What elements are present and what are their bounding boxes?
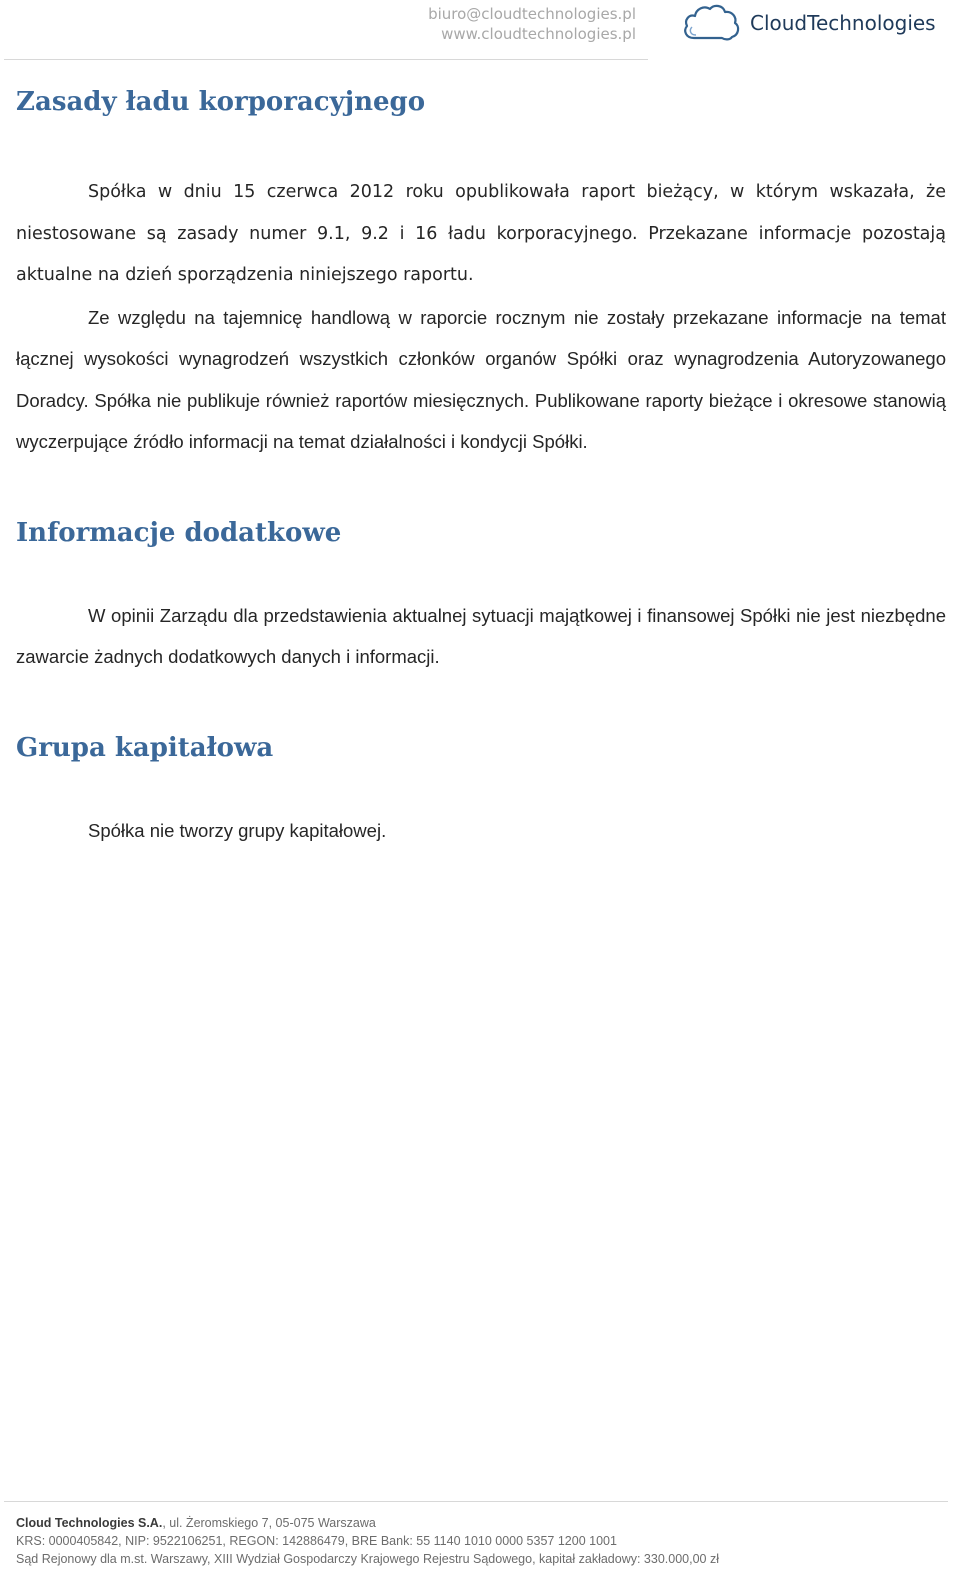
footer-line-1 [16,1514,946,1532]
logo-text: CloudTechnologies [750,11,936,35]
header-website[interactable]: www.cloudtechnologies.pl [441,25,636,43]
section-title-additional-info: Informacje dodatkowe [16,517,342,548]
paragraph-capital-group: Spółka nie tworzy grupy kapitałowej. [88,819,387,841]
cloud-icon [680,2,742,44]
footer-line-3: Sąd Rejonowy dla m.st. Warszawy, XIII Wydział Gospodarczy Krajowego Rejestru Sądowego, kapitał zakładowy: 330.000,00 zł [16,1552,719,1566]
footer [16,1514,946,1568]
header-contact [380,4,636,44]
section-title-corporate-governance: Zasady ładu korporacyjnego [16,87,426,117]
footer-line-2: KRS: 0000405842, NIP: 9522106251, REGON: 142886479, BRE Bank: 55 1140 1010 0000 5357 1200 1001 [16,1534,617,1548]
section-title-capital-group: Grupa kapitałowa [16,732,274,763]
paragraph-governance-2: Ze względu na tajemnicę handlową w raporcie rocznym nie zostały przekazane informacje na temat łącznej wysokości wynagrodzeń wszystkich członków organów Spółki oraz wynagrodzenia Autoryzowanego Doradcy. Spółka nie publikuje również raportów miesięcznych. Publikowane raporty bieżące i okresowe stanowią wyczerpujące źródło informacji na temat działalności i kondycji Spółki. [16,306,946,452]
header-divider [4,59,648,60]
footer-divider [4,1501,948,1502]
paragraph-additional-info: W opinii Zarządu dla przedstawienia aktualnej sytuacji majątkowej i finansowej Spółki nie jest niezbędne zawarcie żadnych dodatkowych danych i informacji. [16,604,946,667]
paragraph-governance-1: Spółka w dniu 15 czerwca 2012 roku opublikowała raport bieżący, w którym wskazała, że niestosowane są zasady numer 9.1, 9.2 i 16 ładu korporacyjnego. Przekazane informacje pozostają aktualne na dzień sporządzenia niniejszego raportu. [16,182,946,285]
document-body [16,84,946,851]
company-logo [680,2,936,44]
footer-address: , ul. Żeromskiego 7, 05-075 Warszawa [162,1516,376,1530]
header-email[interactable]: biuro@cloudtechnologies.pl [428,5,636,23]
footer-company-name: Cloud Technologies S.A. [16,1516,163,1530]
